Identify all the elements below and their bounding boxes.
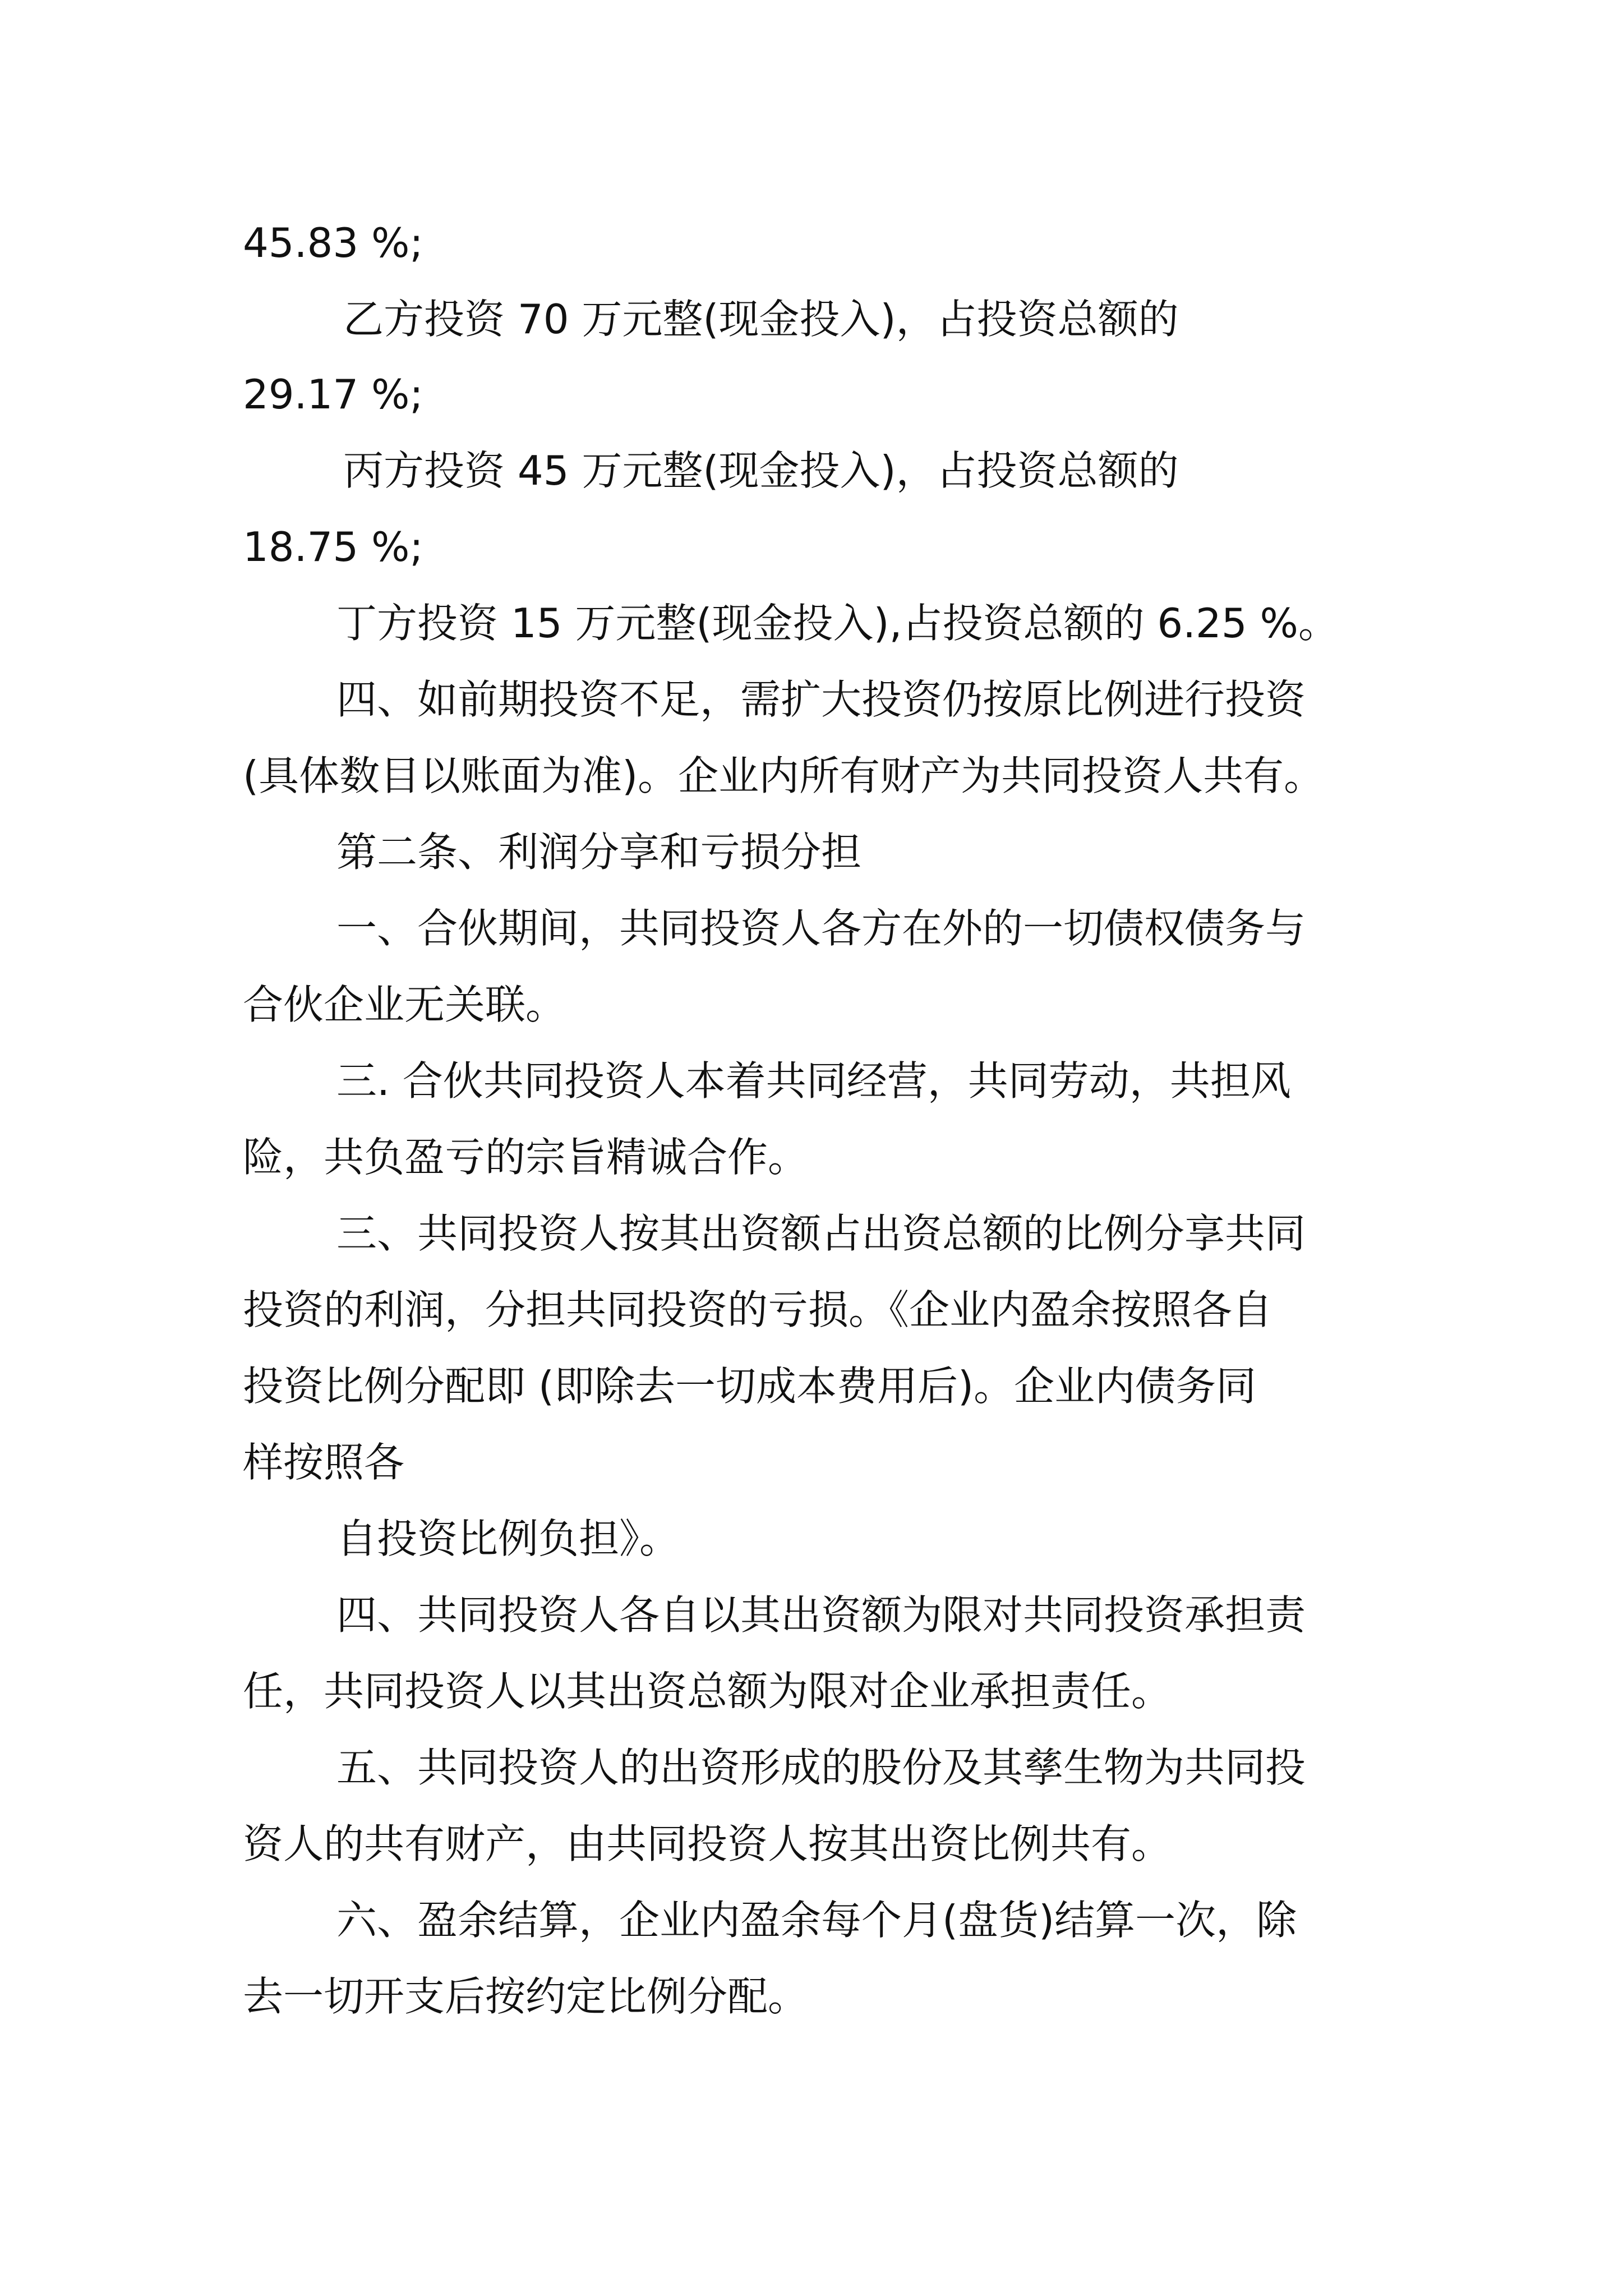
text-line-7: 四、如前期投资不足，需扩大投资仍按原比例进行投资 [336, 676, 1306, 723]
text-line-15: 投资的利润，分担共同投资的亏损。《企业内盈余按照各自 [243, 1286, 1273, 1333]
text-line-19: 四、共同投资人各自以其出资额为限对共同投资承担责 [336, 1591, 1306, 1639]
text-line-2: 乙方投资 70 万元整(现金投入)，占投资总额的 [343, 296, 1179, 343]
text-line-24: 去一切开支后按约定比例分配。 [243, 1973, 809, 2020]
text-line-6: 丁方投资 15 万元整(现金投入),占投资总额的 6.25 %。 [336, 600, 1339, 647]
text-line-5: 18.75 %; [243, 523, 423, 570]
section-heading: 第二条、利润分享和亏损分担 [336, 829, 862, 876]
text-line-21: 五、共同投资人的出资形成的股份及其孳生物为共同投 [336, 1744, 1306, 1791]
text-line-1: 45.83 %; [243, 219, 423, 266]
text-line-11: 合伙企业无关联。 [243, 981, 566, 1028]
text-line-22: 资人的共有财产，由共同投资人按其出资比例共有。 [243, 1820, 1172, 1867]
text-line-4: 丙方投资 45 万元整(现金投入)，占投资总额的 [343, 447, 1179, 494]
text-line-12: 三. 合伙共同投资人本着共同经营，共同劳动，共担风 [336, 1057, 1291, 1105]
text-line-23: 六、盈余结算，企业内盈余每个月(盘货)结算一次，除 [336, 1897, 1297, 1944]
text-line-17: 样按照各 [243, 1439, 405, 1486]
text-line-13: 险，共负盈亏的宗旨精诚合作。 [243, 1134, 809, 1181]
text-line-10: 一、合伙期间，共同投资人各方在外的一切债权债务与 [336, 905, 1306, 952]
text-line-14: 三、共同投资人按其出资额占出资总额的比例分享共同 [336, 1210, 1306, 1257]
text-line-16: 投资比例分配即 (即除去一切成本费用后)。企业内债务同 [243, 1363, 1257, 1410]
text-line-8: (具体数目以账面为准)。企业内所有财产为共同投资人共有。 [243, 752, 1325, 799]
text-line-3: 29.17 %; [243, 371, 423, 418]
text-line-18: 自投资比例负担》。 [336, 1515, 680, 1562]
text-line-20: 任，共同投资人以其出资总额为限对企业承担责任。 [243, 1668, 1172, 1715]
